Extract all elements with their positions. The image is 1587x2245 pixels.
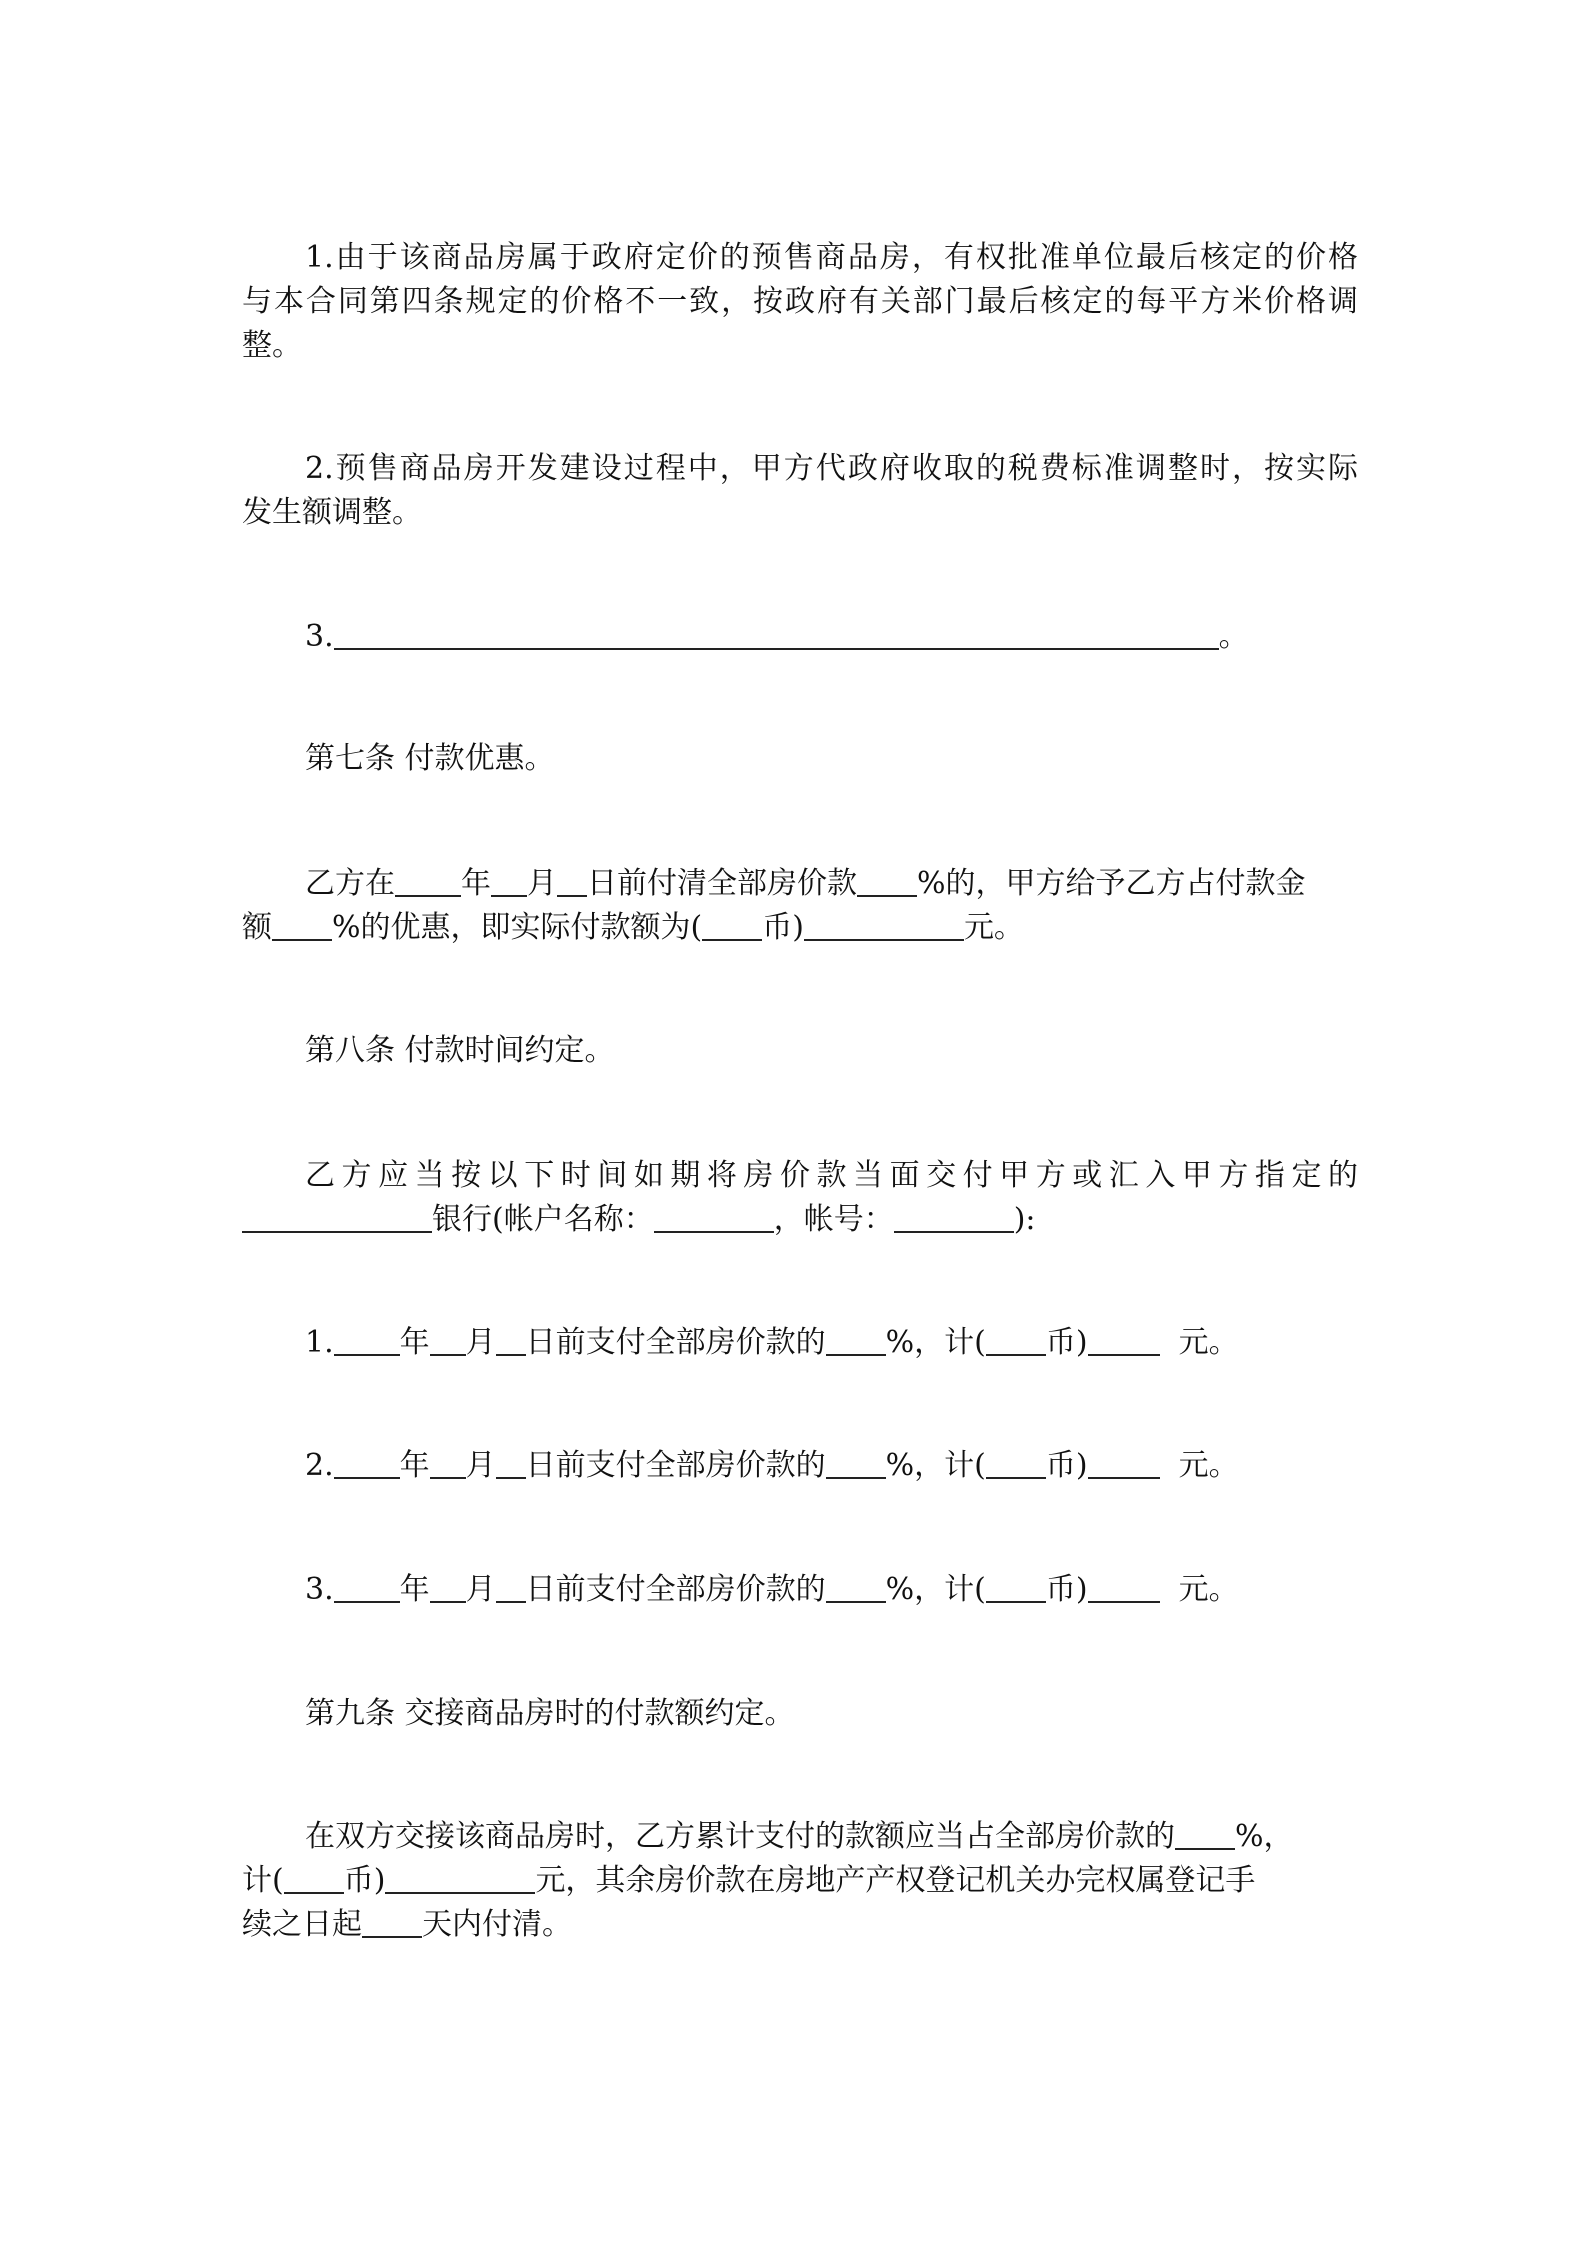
amount-blank[interactable] <box>804 909 964 941</box>
blank-field[interactable] <box>334 618 1219 650</box>
day-blank[interactable] <box>496 1571 526 1603</box>
adjust-clause-1-line-2: 与本合同第四条规定的价格不一致，按政府有关部门最后核定的每平方米价格调 <box>242 284 1358 319</box>
currency-blank[interactable] <box>702 909 762 941</box>
clause-end: 。 <box>1218 619 1249 654</box>
day-blank[interactable] <box>557 865 587 897</box>
article-7-line-1: 乙方在 年 月 日前付清全部房价款 %的，甲方给予乙方占付款金 <box>305 866 1306 901</box>
article-9-heading: 第九条 交接商品房时的付款额约定。 <box>305 1696 795 1731</box>
payment-item-2: 2. 年 月 日前支付全部房价款的 %，计( 币) 元。 <box>305 1448 1239 1483</box>
adjust-clause-1-line-3: 整。 <box>242 328 302 363</box>
amount-blank[interactable] <box>1088 1324 1160 1356</box>
discount-percent-blank[interactable] <box>272 909 332 941</box>
adjust-clause-3 <box>305 616 1358 658</box>
account-name-blank[interactable] <box>654 1201 774 1233</box>
payment-item-3: 3. 年 月 日前支付全部房价款的 %，计( 币) 元。 <box>305 1572 1239 1607</box>
bank-blank[interactable] <box>242 1201 432 1233</box>
day-blank[interactable] <box>496 1324 526 1356</box>
adjust-clause-2-line-2: 发生额调整。 <box>242 495 422 530</box>
percent-blank[interactable] <box>826 1571 886 1603</box>
year-blank[interactable] <box>334 1447 400 1479</box>
year-blank[interactable] <box>395 865 461 897</box>
amount-blank[interactable] <box>1088 1571 1160 1603</box>
month-blank[interactable] <box>430 1571 466 1603</box>
clause-number: 3. <box>305 619 334 654</box>
article-8-heading: 第八条 付款时间约定。 <box>305 1033 615 1068</box>
month-blank[interactable] <box>430 1447 466 1479</box>
currency-blank[interactable] <box>986 1447 1046 1479</box>
year-blank[interactable] <box>334 1571 400 1603</box>
article-8-line-1: 乙方应当按以下时间如期将房价款当面交付甲方或汇入甲方指定的 <box>305 1158 1358 1193</box>
percent-blank[interactable] <box>1175 1818 1235 1850</box>
days-blank[interactable] <box>362 1906 422 1938</box>
payment-item-1: 1. 年 月 日前支付全部房价款的 %，计( 币) 元。 <box>305 1325 1239 1360</box>
amount-blank[interactable] <box>385 1862 535 1894</box>
amount-blank[interactable] <box>1088 1447 1160 1479</box>
adjust-clause-2-line-1: 2.预售商品房开发建设过程中，甲方代政府收取的税费标准调整时，按实际 <box>305 451 1358 486</box>
adjust-clause-1-line-1: 1.由于该商品房属于政府定价的预售商品房，有权批准单位最后核定的价格 <box>305 240 1358 275</box>
article-9-line-2: 计( 币) 元，其余房价款在房地产产权登记机关办完权属登记手 <box>242 1863 1256 1898</box>
percent-blank[interactable] <box>826 1324 886 1356</box>
month-blank[interactable] <box>430 1324 466 1356</box>
day-blank[interactable] <box>496 1447 526 1479</box>
article-9-line-1: 在双方交接该商品房时，乙方累计支付的款额应当占全部房价款的 %， <box>305 1819 1294 1854</box>
currency-blank[interactable] <box>284 1862 344 1894</box>
article-7-line-2: 额 %的优惠，即实际付款额为( 币) 元。 <box>242 910 1024 945</box>
article-8-line-2: 银行(帐户名称： ，帐号： ): <box>242 1199 1358 1241</box>
article-7-heading: 第七条 付款优惠。 <box>305 741 555 776</box>
percent-blank[interactable] <box>826 1447 886 1479</box>
currency-blank[interactable] <box>986 1571 1046 1603</box>
account-number-blank[interactable] <box>894 1201 1014 1233</box>
percent-blank[interactable] <box>857 865 917 897</box>
year-blank[interactable] <box>334 1324 400 1356</box>
currency-blank[interactable] <box>986 1324 1046 1356</box>
month-blank[interactable] <box>491 865 527 897</box>
article-9-line-3: 续之日起 天内付清。 <box>242 1907 572 1942</box>
